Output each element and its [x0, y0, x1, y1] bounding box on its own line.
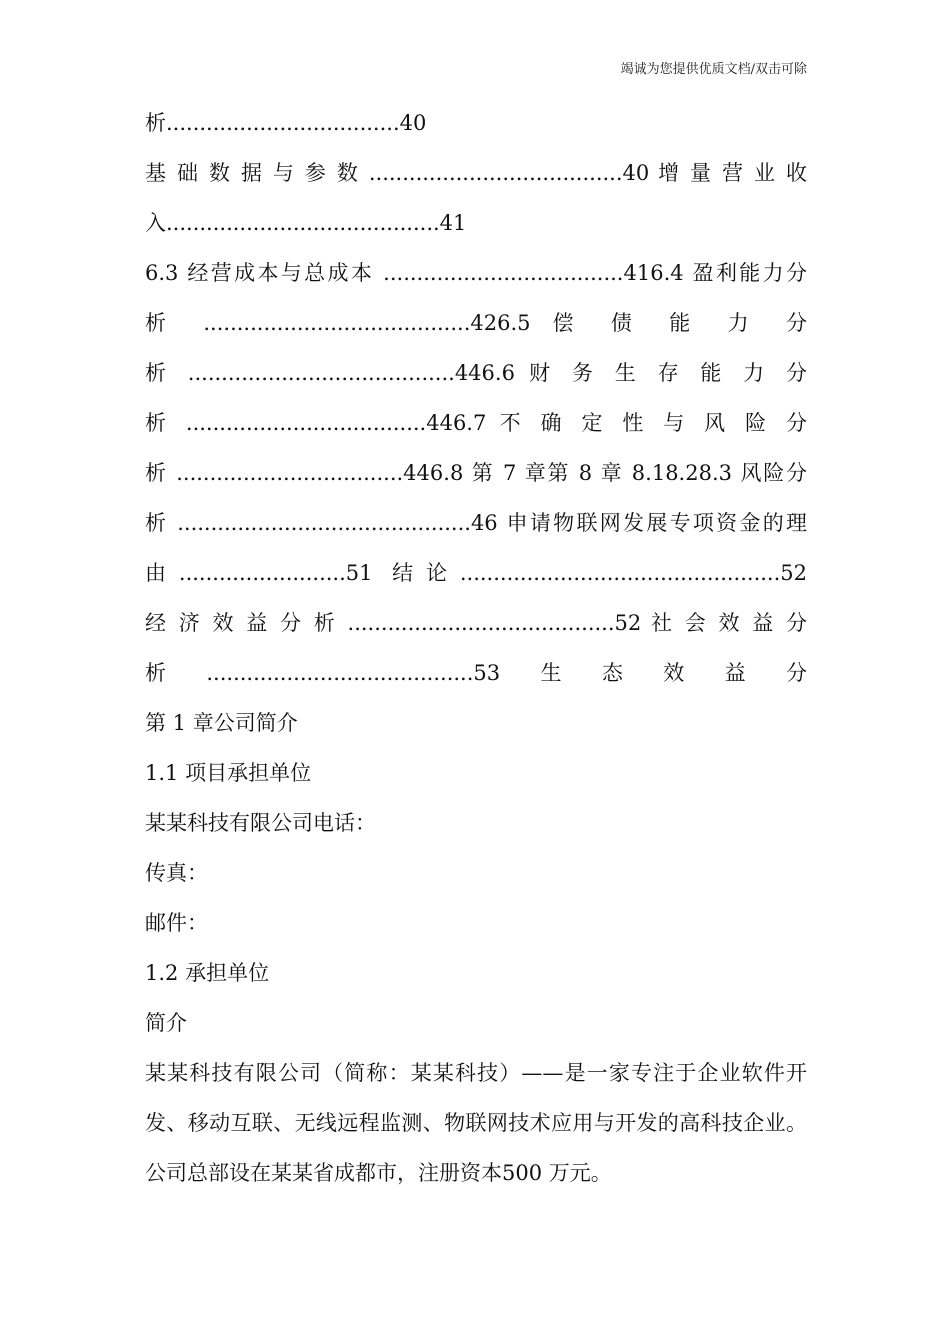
- section-heading: 1.2 承担单位: [145, 961, 270, 985]
- toc-line: 析 ..................................446.8 第 7 章第 8 章 8.18.28.3 风险分: [145, 461, 807, 485]
- fax-line: 传真：: [145, 861, 208, 885]
- toc-line: 析...................................40: [145, 111, 427, 135]
- header-note: 竭诚为您提供优质文档/双击可除: [620, 62, 807, 77]
- paragraph-line: 公司总部设在某某省成都市，注册资本500 万元。: [145, 1161, 612, 1185]
- toc-line: 析 ........................................446.6 财 务 生 存 能 力 分: [145, 361, 807, 385]
- document-body: [145, 98, 807, 1198]
- email-line: 邮件：: [145, 911, 208, 935]
- toc-line: 经 济 效 益 分 析 ........................................52 社 会 效 益 分: [145, 611, 807, 635]
- toc-line: 析........................................53生态效益分: [145, 661, 807, 685]
- subsection-heading: 简介: [145, 1011, 187, 1035]
- paragraph-line: 某某科技有限公司（简称：某某科技）——是一家专注于企业软件开: [145, 1061, 807, 1085]
- toc-line: 基 础 数 据 与 参 数 ......................................40 增 量 营 业 收: [145, 161, 807, 185]
- company-phone-line: 某某科技有限公司电话：: [145, 811, 376, 835]
- toc-line: 6.3 经营成本与总成本 ....................................416.4 盈利能力分: [145, 261, 807, 285]
- toc-line: 由.........................51 结论................................................52: [145, 561, 807, 585]
- section-heading: 1.1 项目承担单位: [145, 761, 312, 785]
- toc-line: 析 ....................................446.7 不 确 定 性 与 风 险 分: [145, 411, 807, 435]
- chapter-heading: 第 1 章公司简介: [145, 711, 298, 735]
- paragraph-line: 发、移动互联、无线远程监测、物联网技术应用与开发的高科技企业。: [145, 1111, 807, 1135]
- toc-line: 入.........................................41: [145, 211, 467, 235]
- toc-line: 析 ............................................46 申请物联网发展专项资金的理: [145, 511, 807, 535]
- toc-line: 析 ........................................426.5 偿 债 能 力 分: [145, 311, 807, 335]
